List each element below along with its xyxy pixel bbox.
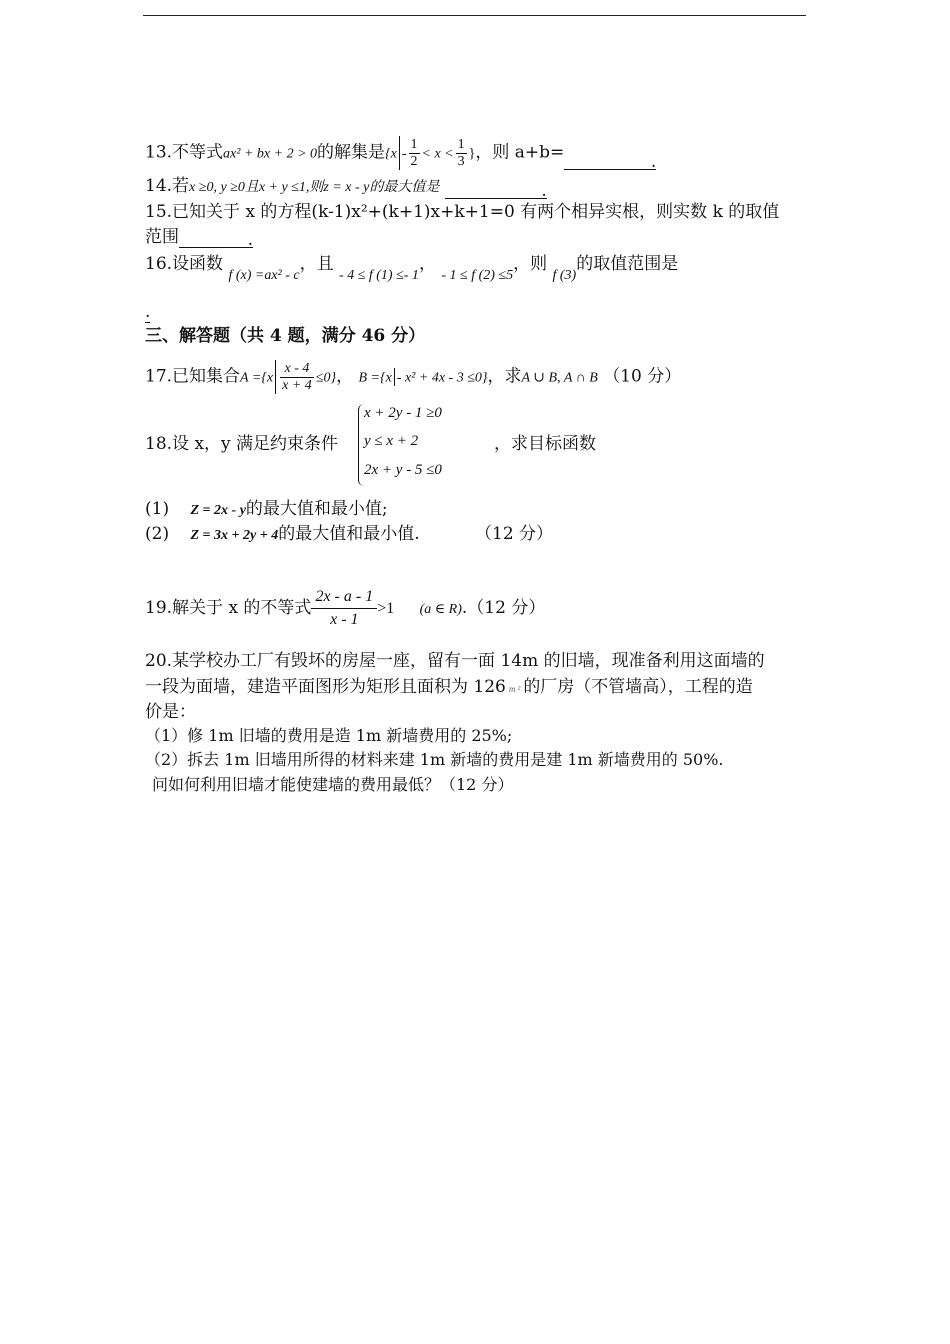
q13-mid-text: 的解集是 [317, 142, 386, 163]
q18-p1-tail: 的最大值和最小值; [245, 499, 388, 519]
q16-ze: ，则 [513, 254, 548, 274]
q16-cond2: - 1 ≤ f (2) ≤5 [441, 268, 514, 283]
section-3-title: 三、解答题（共 4 题，满分 46 分） [145, 326, 426, 346]
q20-unit: m ² [508, 684, 521, 694]
q13-neg: - [401, 146, 407, 162]
question-20-line1: 20.某学校办工厂有毁坏的房屋一座，留有一面 14m 的旧墙，现准备利用这面墙的 [145, 651, 765, 671]
q15-answer-blank[interactable]: . [179, 229, 253, 248]
q13-frac-half: $\frac{1}{2}$ [410, 136, 418, 169]
q17-set-a: A ={x [240, 370, 274, 386]
q17-ask: ，求 [487, 366, 522, 387]
question-16 [145, 253, 679, 283]
q16-prefix: 16.设函数 [145, 254, 224, 274]
q16-cond1: - 4 ≤ f (1) ≤- 1 [339, 268, 419, 283]
q13-set-bar [399, 136, 400, 170]
q18-tail: ，求目标函数 [494, 434, 596, 454]
q20-question: 问如何利用旧墙才能使建墙的费用最低？（12 分） [152, 775, 514, 794]
question-20-line2 [145, 676, 753, 700]
q19-tail: .（12 分） [461, 598, 546, 618]
q13-set-close: } [468, 146, 476, 162]
q17-score: （10 分） [603, 366, 682, 387]
q14-answer-blank[interactable]: . [445, 180, 547, 199]
q13-prefix: 13.不等式 [145, 142, 224, 163]
question-15-line1: 15.已知关于 x 的方程(k-1)x²+(k+1)x+k+1=0 有两个相异实根，则实数 k 的取值 [145, 202, 780, 222]
question-20-line3: 价是： [145, 702, 196, 722]
q18-part-2 [145, 523, 553, 547]
q18-constraint-2: y ≤ x + 2 [364, 433, 419, 449]
q17-prefix: 17.已知集合 [145, 366, 241, 387]
q18-p2-label: (2) [145, 524, 170, 544]
q13-answer-blank[interactable]: . [564, 151, 656, 170]
q19-gt: >1 [377, 600, 395, 617]
question-17 [145, 360, 681, 394]
q17-set-a-bar [275, 360, 276, 394]
q20-line2a: 一段为面墙，建造平面图形为矩形且面积为 126 [145, 677, 506, 697]
question-15-line2 [145, 226, 253, 248]
q18-prefix: 18.设 x，y 满足约束条件 [145, 434, 339, 454]
question-14 [145, 175, 547, 199]
q17-ops: A ∪ B, A ∩ B [521, 370, 598, 386]
q13-lt: < x < [421, 146, 454, 162]
q19-domain: (a ∈ R) [419, 602, 462, 617]
q18-p1-label: (1) [145, 499, 170, 519]
q15-line2-text: 范围 [145, 227, 179, 247]
q13-tail: ，则 a+b= [475, 142, 565, 163]
q13-set-open: {x [385, 146, 397, 162]
header-rule [143, 15, 806, 16]
q18-constraint-1: x + 2y - 1 ≥0 [364, 405, 442, 421]
q19-fraction: $\frac{2x - a - 1}{x - 1}$ [311, 586, 377, 631]
q18-p1-expr: Z = 2x - y [190, 503, 246, 518]
q16-comma: ， [299, 254, 317, 274]
q14-condition: x ≥0, y ≥0且x + y ≤1,则z = x - y的最大值是 [189, 180, 440, 195]
q17-a-tail: ≤0} [315, 370, 337, 386]
question-13 [145, 136, 656, 170]
q14-prefix: 14.若 [145, 176, 190, 196]
q16-comma2: ， [418, 254, 436, 274]
q18-constraint-3: 2x + y - 5 ≤0 [364, 462, 442, 478]
q16-function: f (x) =ax² - c [228, 268, 300, 283]
q17-b-cond: - x² + 4x - 3 ≤0} [396, 370, 488, 386]
q16-qie: 且 [316, 254, 334, 274]
q20-item-2: （2）拆去 1m 旧墙用所得的材料来建 1m 新墙的费用是建 1m 新墙费用的 50%. [145, 750, 724, 769]
q13-frac-third: $\frac{1}{3}$ [457, 136, 465, 169]
q17-set-b-bar [394, 368, 395, 386]
question-19 [145, 586, 545, 631]
q18-part-1 [145, 498, 388, 522]
q20-item-1: （1）修 1m 旧墙的费用是造 1m 新墙费用的 25%; [145, 726, 513, 745]
question-18 [145, 433, 338, 455]
q17-sep: ， [336, 366, 354, 387]
q18-p2-expr: Z = 3x + 2y + 4 [190, 528, 279, 543]
q18-p2-tail: 的最大值和最小值. [278, 524, 420, 544]
q13-expression: ax² + bx + 2 > 0 [223, 146, 318, 162]
q19-prefix: 19.解关于 x 的不等式 [145, 598, 312, 618]
q20-line2b: 的厂房（不管墙高），工程的造 [523, 677, 753, 697]
q16-tail: 的取值范围是 [576, 254, 679, 274]
q18-score: （12 分） [475, 524, 554, 544]
q16-answer-blank[interactable]: . [145, 302, 151, 322]
q17-set-b: B ={x [358, 370, 392, 386]
q16-f3: f (3) [552, 268, 577, 283]
q17-frac: $\frac{x - 4}{x + 4}$ [282, 360, 312, 393]
